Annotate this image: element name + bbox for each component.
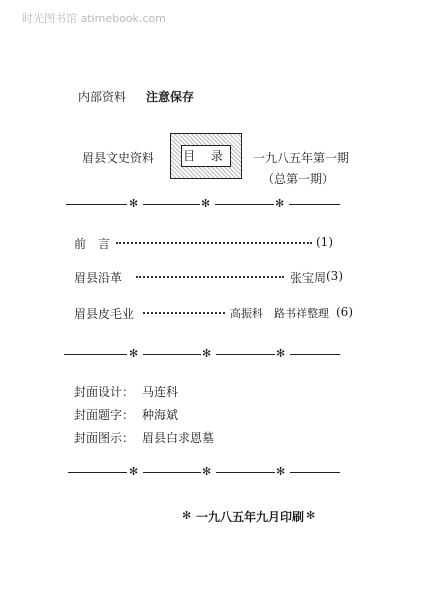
toc-leader-3 [143, 312, 225, 314]
credit-label-design: 封面设计： [74, 385, 135, 399]
ornament-star-icon: ✻ [306, 509, 316, 522]
divider-mid-1 [64, 354, 127, 355]
divider-top-1 [66, 204, 127, 205]
ornament-star-icon: ✻ [182, 509, 192, 522]
toc-title-2: 眉县沿革 [74, 271, 123, 285]
ornament-star-icon: ✻ [129, 347, 139, 360]
divider-bottom-2 [143, 472, 201, 473]
divider-mid-4 [290, 354, 340, 355]
ornament-star-icon: ✻ [129, 197, 139, 210]
total-issue: （总第一期） [262, 172, 335, 186]
ornament-star-icon: ✻ [276, 465, 286, 478]
divider-bottom-3 [216, 472, 275, 473]
issue-number: 一九八五年第一期 [253, 151, 350, 165]
credit-value-design: 马连科 [142, 385, 179, 399]
toc-leader-1 [116, 242, 312, 244]
ornament-star-icon: ✻ [276, 347, 286, 360]
divider-top-4 [289, 204, 340, 205]
series-title: 眉县文史资料 [82, 151, 155, 165]
ornament-star-icon: ✻ [202, 347, 212, 360]
divider-bottom-1 [68, 472, 127, 473]
divider-mid-3 [216, 354, 275, 355]
toc-title-3: 眉县皮毛业 [74, 307, 135, 321]
toc-page-1: (1) [316, 235, 333, 249]
credit-value-calligraphy: 种海斌 [142, 408, 179, 422]
toc-page-3: (6) [336, 305, 353, 319]
credit-label-calligraphy: 封面题字： [74, 408, 135, 422]
print-date: 一九八五年九月印刷 [196, 510, 305, 524]
internal-label: 内部资料 [78, 90, 127, 104]
toc-author-2: 张宝周 [290, 271, 327, 285]
ornament-star-icon: ✻ [201, 197, 211, 210]
toc-page-2: (3) [326, 269, 343, 283]
divider-bottom-4 [290, 472, 340, 473]
divider-top-3 [215, 204, 274, 205]
keep-notice: 注意保存 [146, 90, 195, 104]
contents-box [170, 133, 242, 179]
toc-leader-2 [136, 276, 284, 278]
watermark: 时光图书馆 atimebook.com [22, 12, 166, 25]
ornament-star-icon: ✻ [129, 465, 139, 478]
divider-mid-2 [143, 354, 201, 355]
ornament-star-icon: ✻ [202, 465, 212, 478]
contents-label: 目 录 [181, 145, 231, 167]
ornament-star-icon: ✻ [275, 197, 285, 210]
toc-title-1: 前 言 [74, 237, 111, 251]
credit-label-image: 封面图示： [74, 431, 135, 445]
toc-author-3: 高振科 路书祥整理 [230, 307, 329, 320]
credit-value-image: 眉县白求恩墓 [142, 431, 215, 445]
divider-top-2 [143, 204, 200, 205]
